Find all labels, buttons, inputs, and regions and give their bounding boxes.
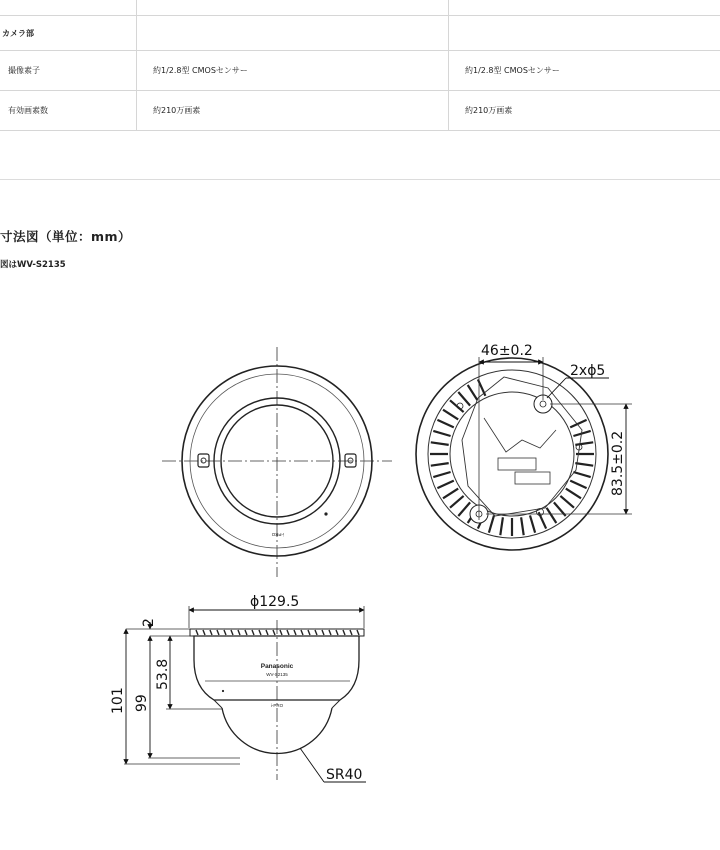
dim-2: 2 — [141, 618, 157, 627]
side-logo-text: i-PRO — [270, 703, 284, 708]
row-value-left: 約1/2.8型 CMOSセンサー — [137, 51, 449, 91]
dim-diameter: ϕ129.5 — [250, 594, 300, 610]
table-section-row — [0, 16, 720, 51]
dim-101: 101 — [110, 687, 126, 714]
dimensions-heading: 寸法図（単位：mm） — [0, 229, 132, 244]
dimension-drawing — [0, 300, 720, 850]
dim-83: 83.5±0.2 — [610, 430, 626, 496]
row-value-left: 約210万画素 — [137, 91, 449, 131]
section-divider — [0, 179, 720, 180]
row-label: 撮像素子 — [0, 51, 137, 91]
row-value-right: 約1/2.8型 CMOSセンサー — [449, 51, 720, 91]
dim-46: 46±0.2 — [481, 343, 533, 359]
spec-table — [0, 0, 720, 131]
screw-right-icon — [345, 454, 356, 467]
side-view — [110, 594, 366, 783]
section-label-camera: カメラ部 — [0, 16, 137, 51]
table-row — [0, 91, 720, 131]
row-value-right: 約210万画素 — [449, 91, 720, 131]
side-model-text: WV-S2135 — [266, 672, 288, 677]
screw-left-icon — [198, 454, 209, 467]
dim-99: 99 — [134, 694, 150, 712]
row-label: 有効画素数 — [0, 91, 137, 131]
dimensions-note: 図はWV-S2135 — [0, 260, 66, 270]
side-brand-logo: Panasonic — [260, 663, 294, 670]
table-row — [0, 51, 720, 91]
dim-holes: 2xϕ5 — [570, 363, 606, 379]
dim-sr40: SR40 — [326, 767, 363, 783]
top-view — [162, 347, 392, 577]
table-top-row — [0, 0, 720, 16]
bottom-view — [416, 343, 632, 550]
top-view-logo: i-PRO — [271, 532, 284, 537]
dim-53: 53.8 — [155, 658, 171, 690]
